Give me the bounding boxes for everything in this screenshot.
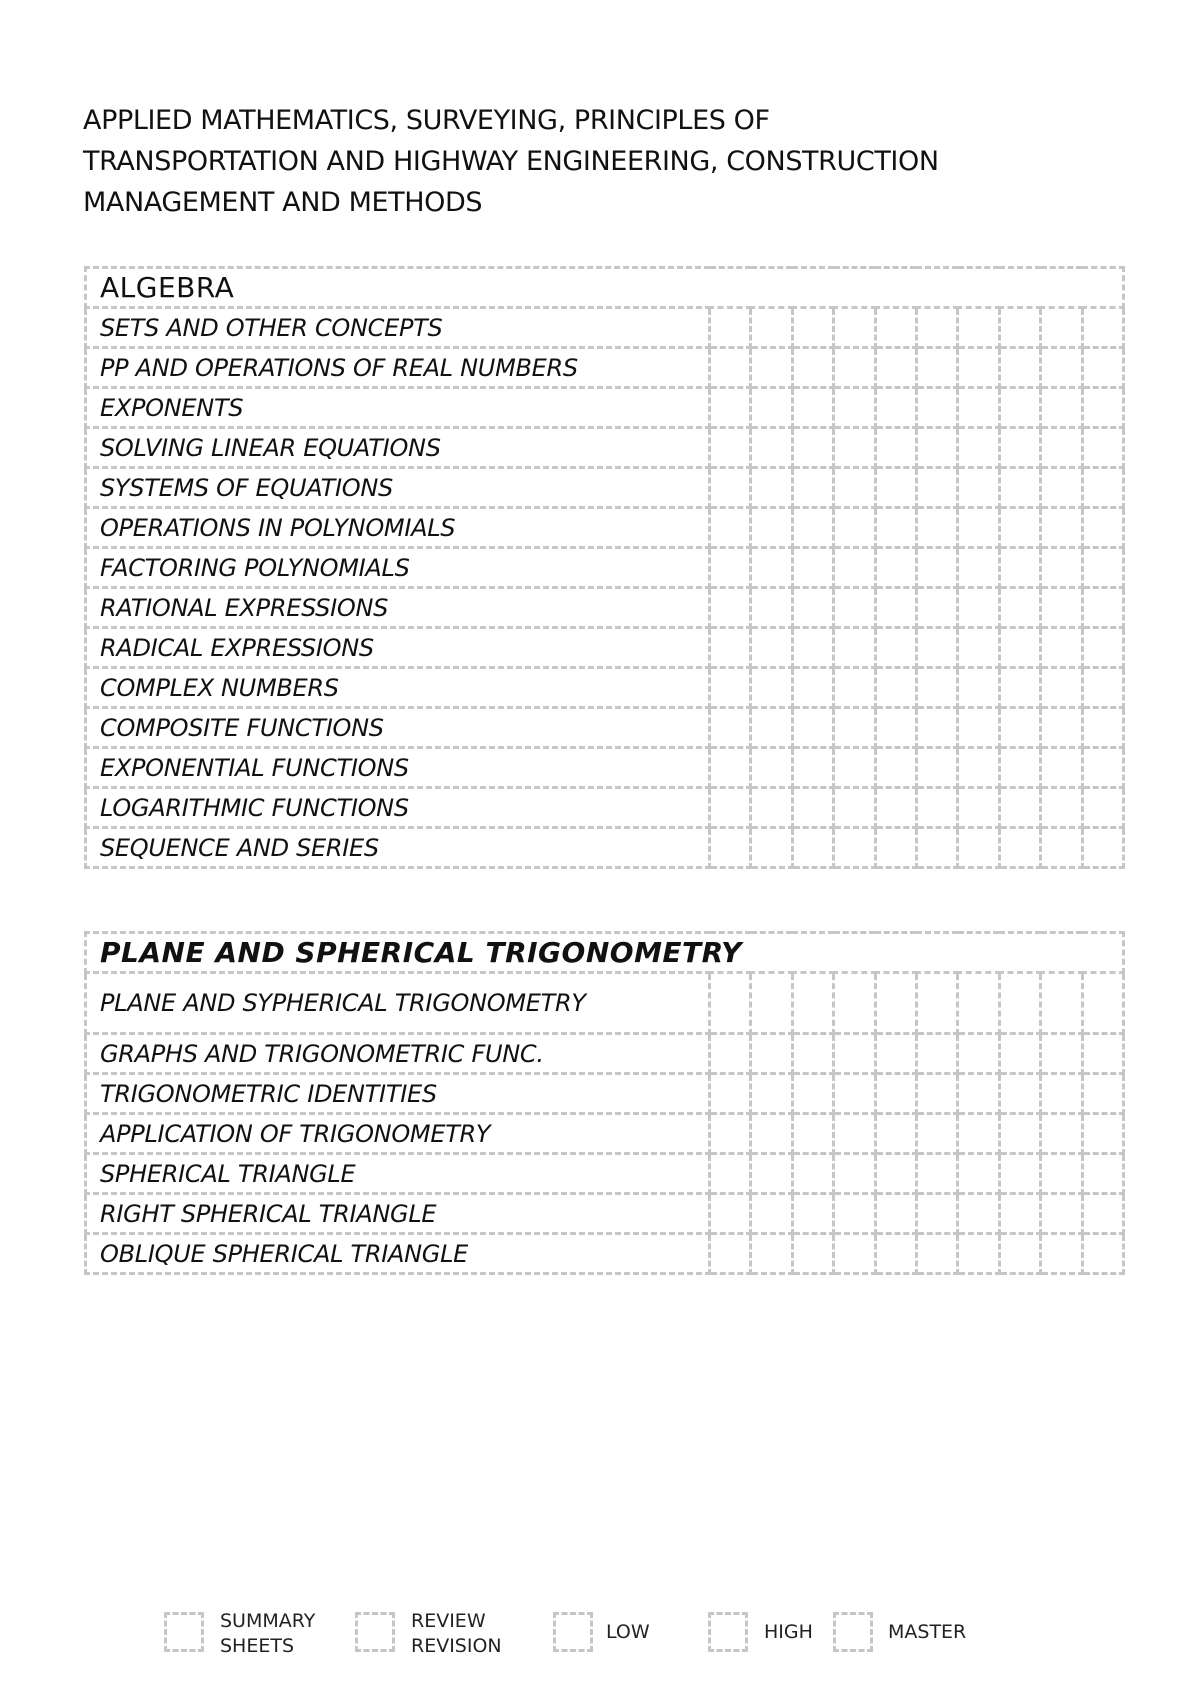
topic-label: OBLIQUE SPHERICAL TRIANGLE: [86, 1234, 710, 1274]
progress-checkbox[interactable]: [751, 508, 792, 548]
progress-checkbox[interactable]: [916, 1074, 957, 1114]
progress-checkbox[interactable]: [834, 1034, 875, 1074]
legend-master-label: MASTER: [888, 1621, 967, 1643]
progress-checkbox[interactable]: [958, 1154, 999, 1194]
progress-checkbox[interactable]: [916, 788, 957, 828]
progress-checkbox[interactable]: [999, 1194, 1040, 1234]
topic-label: EXPONENTIAL FUNCTIONS: [86, 748, 710, 788]
progress-checkbox[interactable]: [1082, 1034, 1123, 1074]
progress-checkbox[interactable]: [751, 588, 792, 628]
progress-checkbox[interactable]: [710, 388, 751, 428]
progress-checkbox[interactable]: [916, 1194, 957, 1234]
progress-checkbox[interactable]: [710, 1114, 751, 1154]
progress-checkbox[interactable]: [999, 548, 1040, 588]
progress-checkbox[interactable]: [875, 1234, 916, 1274]
progress-checkbox[interactable]: [1082, 1154, 1123, 1194]
progress-checkbox[interactable]: [875, 748, 916, 788]
progress-checkbox[interactable]: [751, 1034, 792, 1074]
progress-checkbox[interactable]: [958, 388, 999, 428]
progress-checkbox[interactable]: [999, 348, 1040, 388]
progress-checkbox[interactable]: [958, 788, 999, 828]
progress-checkbox[interactable]: [999, 468, 1040, 508]
topic-label: COMPLEX NUMBERS: [86, 668, 710, 708]
progress-checkbox[interactable]: [999, 388, 1040, 428]
progress-checkbox[interactable]: [792, 548, 833, 588]
title-line: APPLIED MATHEMATICS, SURVEYING, PRINCIPLES OF: [83, 105, 770, 136]
progress-checkbox[interactable]: [751, 548, 792, 588]
progress-checkbox[interactable]: [1082, 1074, 1123, 1114]
progress-checkbox[interactable]: [1041, 748, 1082, 788]
progress-checkbox[interactable]: [751, 1114, 792, 1154]
topic-label: EXPONENTS: [86, 388, 710, 428]
progress-checkbox[interactable]: [792, 308, 833, 348]
progress-checkbox[interactable]: [710, 308, 751, 348]
progress-checkbox[interactable]: [1082, 508, 1124, 548]
progress-checkbox[interactable]: [751, 1154, 792, 1194]
progress-checkbox[interactable]: [751, 788, 792, 828]
progress-checkbox[interactable]: [710, 788, 751, 828]
progress-checkbox[interactable]: [958, 973, 999, 1034]
progress-checkbox[interactable]: [792, 508, 833, 548]
legend-high-box[interactable]: [708, 1612, 748, 1652]
topic-label: SETS AND OTHER CONCEPTS: [86, 308, 710, 348]
section-heading: ALGEBRA: [86, 268, 1124, 308]
progress-checkbox[interactable]: [875, 828, 916, 868]
progress-checkbox[interactable]: [710, 588, 751, 628]
progress-checkbox[interactable]: [875, 1154, 916, 1194]
progress-checkbox[interactable]: [834, 1234, 875, 1274]
topic-label: GRAPHS AND TRIGONOMETRIC FUNC.: [86, 1034, 710, 1074]
progress-checkbox[interactable]: [792, 388, 833, 428]
progress-checkbox[interactable]: [999, 1074, 1040, 1114]
progress-checkbox[interactable]: [916, 748, 957, 788]
progress-checkbox[interactable]: [792, 1154, 833, 1194]
progress-checkbox[interactable]: [1041, 628, 1082, 668]
progress-checkbox[interactable]: [999, 828, 1040, 868]
topic-label: RATIONAL EXPRESSIONS: [86, 588, 710, 628]
progress-checkbox[interactable]: [751, 1074, 792, 1114]
progress-checkbox[interactable]: [1082, 308, 1124, 348]
progress-checkbox[interactable]: [958, 748, 999, 788]
legend: [0, 1612, 1200, 1668]
progress-checkbox[interactable]: [751, 828, 792, 868]
progress-checkbox[interactable]: [875, 308, 916, 348]
progress-checkbox[interactable]: [834, 973, 875, 1034]
progress-checkbox[interactable]: [999, 973, 1040, 1034]
progress-checkbox[interactable]: [875, 628, 916, 668]
progress-checkbox[interactable]: [1082, 828, 1124, 868]
progress-checkbox[interactable]: [1082, 748, 1124, 788]
progress-checkbox[interactable]: [1041, 1234, 1082, 1274]
progress-checkbox[interactable]: [1041, 428, 1082, 468]
progress-checkbox[interactable]: [751, 628, 792, 668]
table-row: [86, 668, 1124, 708]
progress-checkbox[interactable]: [875, 548, 916, 588]
progress-checkbox[interactable]: [916, 508, 957, 548]
progress-checkbox[interactable]: [875, 348, 916, 388]
title-line: MANAGEMENT AND METHODS: [83, 187, 483, 218]
table-row: [86, 1074, 1124, 1114]
progress-checkbox[interactable]: [834, 1194, 875, 1234]
progress-checkbox[interactable]: [999, 1034, 1040, 1074]
progress-checkbox[interactable]: [958, 1034, 999, 1074]
progress-checkbox[interactable]: [875, 668, 916, 708]
table-row: [86, 748, 1124, 788]
progress-checkbox[interactable]: [1082, 1234, 1123, 1274]
progress-checkbox[interactable]: [751, 308, 792, 348]
progress-checkbox[interactable]: [916, 308, 957, 348]
progress-checkbox[interactable]: [834, 628, 875, 668]
progress-checkbox[interactable]: [999, 1114, 1040, 1154]
title-line: TRANSPORTATION AND HIGHWAY ENGINEERING, CONSTRUCTION: [83, 146, 939, 177]
progress-checkbox[interactable]: [1082, 788, 1124, 828]
progress-checkbox[interactable]: [751, 748, 792, 788]
progress-checkbox[interactable]: [916, 348, 957, 388]
progress-checkbox[interactable]: [1082, 1194, 1123, 1234]
progress-checkbox[interactable]: [999, 508, 1040, 548]
progress-checkbox[interactable]: [875, 1194, 916, 1234]
progress-checkbox[interactable]: [751, 668, 792, 708]
progress-checkbox[interactable]: [792, 1034, 833, 1074]
topic-label: SYSTEMS OF EQUATIONS: [86, 468, 710, 508]
table-row: [86, 1194, 1124, 1234]
progress-checkbox[interactable]: [916, 468, 957, 508]
progress-checkbox[interactable]: [958, 1114, 999, 1154]
progress-checkbox[interactable]: [875, 588, 916, 628]
progress-checkbox[interactable]: [999, 1154, 1040, 1194]
topic-label: OPERATIONS IN POLYNOMIALS: [86, 508, 710, 548]
progress-checkbox[interactable]: [958, 1074, 999, 1114]
topic-label: SPHERICAL TRIANGLE: [86, 1154, 710, 1194]
table-row: [86, 1234, 1124, 1274]
progress-checkbox[interactable]: [916, 1234, 957, 1274]
topic-table: [84, 266, 1125, 869]
progress-checkbox[interactable]: [710, 708, 751, 748]
progress-checkbox[interactable]: [875, 1074, 916, 1114]
progress-checkbox[interactable]: [1041, 828, 1082, 868]
table-row: [86, 388, 1124, 428]
topic-label: TRIGONOMETRIC IDENTITIES: [86, 1074, 710, 1114]
progress-checkbox[interactable]: [1041, 588, 1082, 628]
progress-checkbox[interactable]: [834, 308, 875, 348]
progress-checkbox[interactable]: [958, 348, 999, 388]
legend-review-box[interactable]: [355, 1612, 395, 1652]
progress-checkbox[interactable]: [834, 1074, 875, 1114]
progress-checkbox[interactable]: [958, 308, 999, 348]
progress-checkbox[interactable]: [916, 388, 957, 428]
progress-checkbox[interactable]: [834, 348, 875, 388]
progress-checkbox[interactable]: [1041, 1074, 1082, 1114]
progress-checkbox[interactable]: [834, 588, 875, 628]
progress-checkbox[interactable]: [958, 1194, 999, 1234]
progress-checkbox[interactable]: [1041, 1114, 1082, 1154]
progress-checkbox[interactable]: [999, 308, 1040, 348]
progress-checkbox[interactable]: [834, 828, 875, 868]
progress-checkbox[interactable]: [710, 1154, 751, 1194]
topic-label: APPLICATION OF TRIGONOMETRY: [86, 1114, 710, 1154]
progress-checkbox[interactable]: [710, 1234, 751, 1274]
section-heading: PLANE AND SPHERICAL TRIGONOMETRY: [86, 933, 1124, 973]
table-row: [86, 628, 1124, 668]
progress-checkbox[interactable]: [1041, 468, 1082, 508]
progress-checkbox[interactable]: [958, 1234, 999, 1274]
progress-checkbox[interactable]: [751, 348, 792, 388]
progress-checkbox[interactable]: [792, 428, 833, 468]
legend-high-label: HIGH: [764, 1621, 813, 1643]
progress-checkbox[interactable]: [1082, 428, 1124, 468]
progress-checkbox[interactable]: [792, 708, 833, 748]
progress-checkbox[interactable]: [1041, 548, 1082, 588]
progress-checkbox[interactable]: [916, 588, 957, 628]
progress-checkbox[interactable]: [710, 668, 751, 708]
progress-checkbox[interactable]: [875, 973, 916, 1034]
progress-checkbox[interactable]: [916, 1034, 957, 1074]
progress-checkbox[interactable]: [1041, 1154, 1082, 1194]
legend-summary-label: SUMMARY SHEETS: [220, 1610, 316, 1657]
progress-checkbox[interactable]: [875, 788, 916, 828]
progress-checkbox[interactable]: [999, 748, 1040, 788]
progress-checkbox[interactable]: [916, 973, 957, 1034]
progress-checkbox[interactable]: [958, 548, 999, 588]
page-title: [83, 100, 1123, 223]
topic-table: [84, 931, 1125, 1275]
progress-checkbox[interactable]: [1041, 668, 1082, 708]
progress-checkbox[interactable]: [834, 548, 875, 588]
progress-checkbox[interactable]: [834, 748, 875, 788]
topic-label: COMPOSITE FUNCTIONS: [86, 708, 710, 748]
progress-checkbox[interactable]: [1082, 1114, 1123, 1154]
progress-checkbox[interactable]: [751, 708, 792, 748]
progress-checkbox[interactable]: [1082, 668, 1124, 708]
progress-checkbox[interactable]: [710, 348, 751, 388]
table-row: [86, 828, 1124, 868]
legend-summary-box[interactable]: [164, 1612, 204, 1652]
progress-checkbox[interactable]: [1041, 1194, 1082, 1234]
topic-label: RIGHT SPHERICAL TRIANGLE: [86, 1194, 710, 1234]
progress-checkbox[interactable]: [999, 668, 1040, 708]
progress-checkbox[interactable]: [999, 708, 1040, 748]
progress-checkbox[interactable]: [875, 1034, 916, 1074]
progress-checkbox[interactable]: [916, 708, 957, 748]
progress-checkbox[interactable]: [916, 1114, 957, 1154]
progress-checkbox[interactable]: [710, 973, 751, 1034]
progress-checkbox[interactable]: [710, 1194, 751, 1234]
progress-checkbox[interactable]: [710, 628, 751, 668]
progress-checkbox[interactable]: [710, 1074, 751, 1114]
topic-label: LOGARITHMIC FUNCTIONS: [86, 788, 710, 828]
progress-checkbox[interactable]: [1082, 708, 1124, 748]
progress-checkbox[interactable]: [1082, 588, 1124, 628]
progress-checkbox[interactable]: [875, 508, 916, 548]
legend-master-box[interactable]: [833, 1612, 873, 1652]
section-row: [86, 933, 1124, 973]
progress-checkbox[interactable]: [1082, 548, 1124, 588]
progress-checkbox[interactable]: [834, 1154, 875, 1194]
progress-checkbox[interactable]: [916, 548, 957, 588]
legend-review-label: REVIEW REVISION: [411, 1610, 502, 1657]
table-row: [86, 788, 1124, 828]
progress-checkbox[interactable]: [916, 668, 957, 708]
progress-checkbox[interactable]: [710, 748, 751, 788]
topic-label: PP AND OPERATIONS OF REAL NUMBERS: [86, 348, 710, 388]
progress-checkbox[interactable]: [999, 1234, 1040, 1274]
progress-checkbox[interactable]: [834, 788, 875, 828]
progress-checkbox[interactable]: [751, 1194, 792, 1234]
topic-label: SEQUENCE AND SERIES: [86, 828, 710, 868]
table-row: [86, 1114, 1124, 1154]
table-row: [86, 508, 1124, 548]
progress-checkbox[interactable]: [999, 788, 1040, 828]
progress-checkbox[interactable]: [792, 588, 833, 628]
progress-checkbox[interactable]: [999, 588, 1040, 628]
topic-label: FACTORING POLYNOMIALS: [86, 548, 710, 588]
progress-checkbox[interactable]: [958, 828, 999, 868]
topic-label: PLANE AND SYPHERICAL TRIGONOMETRY: [86, 973, 710, 1034]
progress-checkbox[interactable]: [710, 548, 751, 588]
progress-checkbox[interactable]: [834, 468, 875, 508]
progress-checkbox[interactable]: [834, 388, 875, 428]
progress-checkbox[interactable]: [751, 388, 792, 428]
progress-checkbox[interactable]: [792, 468, 833, 508]
progress-checkbox[interactable]: [916, 428, 957, 468]
progress-checkbox[interactable]: [999, 428, 1040, 468]
progress-checkbox[interactable]: [958, 428, 999, 468]
table-row: [86, 548, 1124, 588]
progress-checkbox[interactable]: [1082, 628, 1124, 668]
table-row: [86, 308, 1124, 348]
progress-checkbox[interactable]: [751, 428, 792, 468]
progress-checkbox[interactable]: [710, 508, 751, 548]
progress-checkbox[interactable]: [1041, 508, 1082, 548]
progress-checkbox[interactable]: [958, 668, 999, 708]
progress-checkbox[interactable]: [792, 1194, 833, 1234]
progress-checkbox[interactable]: [792, 973, 833, 1034]
progress-checkbox[interactable]: [958, 708, 999, 748]
progress-checkbox[interactable]: [792, 1234, 833, 1274]
progress-checkbox[interactable]: [1041, 973, 1082, 1034]
table-row: [86, 588, 1124, 628]
progress-checkbox[interactable]: [916, 828, 957, 868]
progress-checkbox[interactable]: [834, 508, 875, 548]
table-row: [86, 1034, 1124, 1074]
progress-checkbox[interactable]: [1041, 308, 1082, 348]
progress-checkbox[interactable]: [1041, 788, 1082, 828]
progress-checkbox[interactable]: [710, 428, 751, 468]
progress-checkbox[interactable]: [958, 508, 999, 548]
section-row: [86, 268, 1124, 308]
progress-checkbox[interactable]: [751, 973, 792, 1034]
progress-checkbox[interactable]: [710, 1034, 751, 1074]
progress-checkbox[interactable]: [875, 428, 916, 468]
table-row: [86, 348, 1124, 388]
progress-checkbox[interactable]: [875, 388, 916, 428]
progress-checkbox[interactable]: [792, 748, 833, 788]
progress-checkbox[interactable]: [792, 668, 833, 708]
progress-checkbox[interactable]: [958, 468, 999, 508]
progress-checkbox[interactable]: [710, 828, 751, 868]
table-row: [86, 973, 1124, 1034]
progress-checkbox[interactable]: [1041, 348, 1082, 388]
progress-checkbox[interactable]: [792, 1114, 833, 1154]
legend-low-label: LOW: [606, 1621, 650, 1643]
progress-checkbox[interactable]: [1041, 1034, 1082, 1074]
progress-checkbox[interactable]: [834, 1114, 875, 1154]
table-row: [86, 1154, 1124, 1194]
progress-checkbox[interactable]: [999, 628, 1040, 668]
progress-checkbox[interactable]: [958, 588, 999, 628]
legend-low-box[interactable]: [553, 1612, 593, 1652]
progress-checkbox[interactable]: [751, 468, 792, 508]
progress-checkbox[interactable]: [834, 668, 875, 708]
progress-checkbox[interactable]: [710, 468, 751, 508]
table-row: [86, 468, 1124, 508]
progress-checkbox[interactable]: [916, 628, 957, 668]
progress-checkbox[interactable]: [1082, 388, 1124, 428]
progress-checkbox[interactable]: [834, 428, 875, 468]
progress-checkbox[interactable]: [1041, 708, 1082, 748]
table-row: [86, 428, 1124, 468]
topic-label: SOLVING LINEAR EQUATIONS: [86, 428, 710, 468]
topic-label: RADICAL EXPRESSIONS: [86, 628, 710, 668]
progress-checkbox[interactable]: [875, 468, 916, 508]
progress-checkbox[interactable]: [792, 628, 833, 668]
table-row: [86, 708, 1124, 748]
progress-checkbox[interactable]: [875, 708, 916, 748]
progress-checkbox[interactable]: [1041, 388, 1082, 428]
progress-checkbox[interactable]: [875, 1114, 916, 1154]
progress-checkbox[interactable]: [1082, 348, 1124, 388]
progress-checkbox[interactable]: [792, 348, 833, 388]
progress-checkbox[interactable]: [792, 788, 833, 828]
progress-checkbox[interactable]: [792, 1074, 833, 1114]
progress-checkbox[interactable]: [792, 828, 833, 868]
progress-checkbox[interactable]: [1082, 468, 1124, 508]
progress-checkbox[interactable]: [1082, 973, 1123, 1034]
progress-checkbox[interactable]: [834, 708, 875, 748]
progress-checkbox[interactable]: [916, 1154, 957, 1194]
progress-checkbox[interactable]: [958, 628, 999, 668]
progress-checkbox[interactable]: [751, 1234, 792, 1274]
